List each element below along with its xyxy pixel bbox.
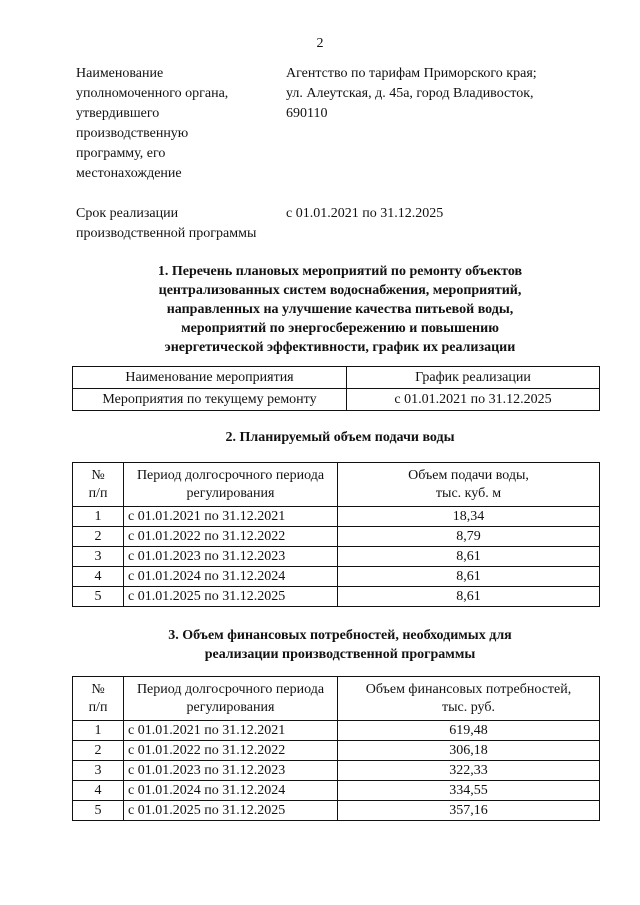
amount-cell: 334,55: [338, 781, 600, 801]
measures-table: [72, 366, 600, 411]
row-number-cell: 1: [73, 507, 124, 527]
period-cell: с 01.01.2024 по 31.12.2024: [124, 781, 338, 801]
measure-schedule-cell: с 01.01.2021 по 31.12.2025: [347, 389, 600, 411]
volume-cell: 18,34: [338, 507, 600, 527]
table-row: [73, 781, 600, 801]
table-row: [73, 547, 600, 567]
column-header: Наименование мероприятия: [73, 367, 347, 389]
volume-cell: 8,61: [338, 547, 600, 567]
table-row: [73, 721, 600, 741]
financial-needs-table: [72, 676, 600, 821]
amount-cell: 322,33: [338, 761, 600, 781]
table-header-row: [73, 367, 600, 389]
row-number-cell: 5: [73, 801, 124, 821]
row-number-cell: 2: [73, 527, 124, 547]
row-number-cell: 3: [73, 761, 124, 781]
page-number: 2: [316, 36, 324, 51]
table-row: [73, 567, 600, 587]
column-header: Объем подачи воды, тыс. куб. м: [338, 463, 600, 507]
period-cell: с 01.01.2024 по 31.12.2024: [124, 567, 338, 587]
column-header: Объем финансовых потребностей, тыс. руб.: [338, 677, 600, 721]
period-cell: с 01.01.2023 по 31.12.2023: [124, 547, 338, 567]
table-header-row: [73, 463, 600, 507]
period-cell: с 01.01.2022 по 31.12.2022: [124, 741, 338, 761]
volume-cell: 8,79: [338, 527, 600, 547]
org-value: Агентство по тарифам Приморского края; ул. Алеутская, д. 45а, город Владивосток, 690110: [286, 66, 537, 121]
table-row: [73, 761, 600, 781]
amount-cell: 357,16: [338, 801, 600, 821]
row-number-cell: 3: [73, 547, 124, 567]
table-row: [73, 527, 600, 547]
water-volume-table: [72, 462, 600, 607]
column-header: № п/п: [73, 463, 124, 507]
column-header: № п/п: [73, 677, 124, 721]
term-label: Срок реализации производственной программы: [76, 206, 257, 241]
column-header: Период долгосрочного периода регулирования: [124, 677, 338, 721]
section2-title: 2. Планируемый объем подачи воды: [225, 430, 455, 445]
measure-name-cell: Мероприятия по текущему ремонту: [73, 389, 347, 411]
period-cell: с 01.01.2023 по 31.12.2023: [124, 761, 338, 781]
period-cell: с 01.01.2022 по 31.12.2022: [124, 527, 338, 547]
table-row: [73, 801, 600, 821]
amount-cell: 619,48: [338, 721, 600, 741]
table-header-row: [73, 677, 600, 721]
row-number-cell: 2: [73, 741, 124, 761]
row-number-cell: 4: [73, 567, 124, 587]
org-label: Наименование уполномоченного органа, утвердившего производственную программу, его местонахождение: [76, 66, 229, 181]
period-cell: с 01.01.2025 по 31.12.2025: [124, 801, 338, 821]
row-number-cell: 1: [73, 721, 124, 741]
column-header: График реализации: [347, 367, 600, 389]
table-row: [73, 741, 600, 761]
section1-title: 1. Перечень плановых мероприятий по ремонту объектов централизованных систем водоснабжения, мероприятий, направленных на улучшение качества питьевой воды, мероприятий по энергосбережению и повышению энергетической эффективности, график их реализации: [157, 264, 523, 355]
table-row: [73, 587, 600, 607]
term-value: с 01.01.2021 по 31.12.2025: [286, 206, 444, 221]
volume-cell: 8,61: [338, 587, 600, 607]
table-row: [73, 389, 600, 411]
period-cell: с 01.01.2025 по 31.12.2025: [124, 587, 338, 607]
column-header: Период долгосрочного периода регулирования: [124, 463, 338, 507]
amount-cell: 306,18: [338, 741, 600, 761]
period-cell: с 01.01.2021 по 31.12.2021: [124, 507, 338, 527]
volume-cell: 8,61: [338, 567, 600, 587]
period-cell: с 01.01.2021 по 31.12.2021: [124, 721, 338, 741]
table-row: [73, 507, 600, 527]
section3-title: 3. Объем финансовых потребностей, необходимых для реализации производственной программы: [168, 628, 512, 662]
row-number-cell: 5: [73, 587, 124, 607]
row-number-cell: 4: [73, 781, 124, 801]
